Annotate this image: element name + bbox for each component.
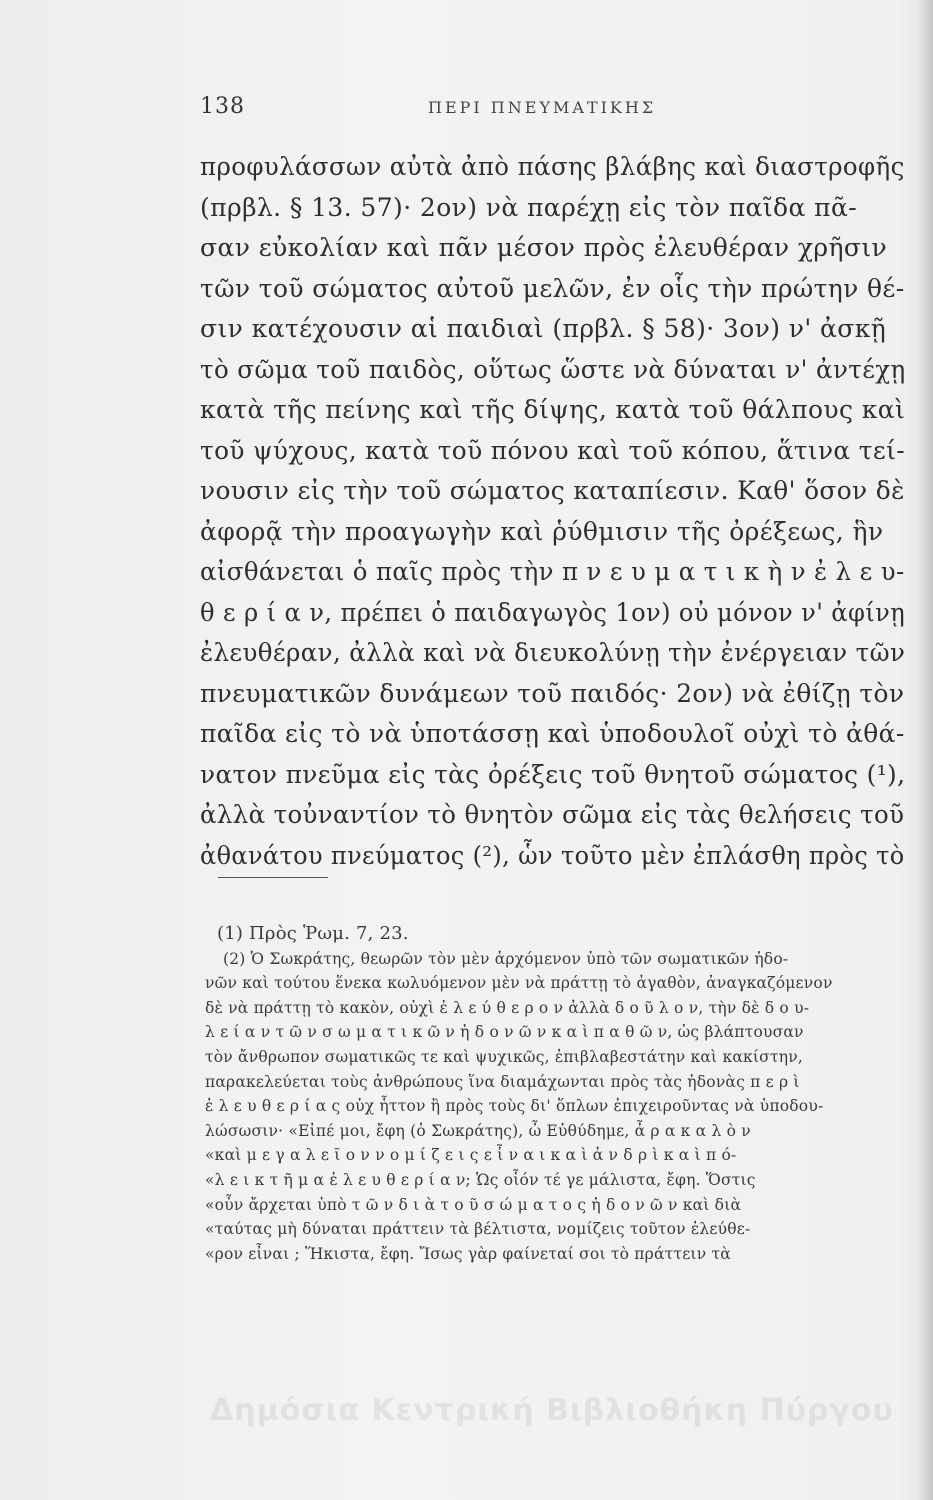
text-line: ἀλλὰ τοὐναντίον τὸ θνητὸν σῶμα εἰς τὰς θελήσεις τοῦ	[200, 800, 905, 829]
page-edge-shadow	[917, 0, 933, 1500]
page-header	[200, 94, 900, 124]
library-watermark: Δημόσια Κεντρική Βιβλιοθήκη Πύργου	[210, 1393, 894, 1428]
text-line: κατὰ τῆς πείνης καὶ τῆς δίψης, κατὰ τοῦ θάλπους καὶ	[200, 395, 906, 424]
footnote-line: λώσωσιν· «Εἰπέ μοι, ἔφη (ὁ Σωκράτης), ὦ Εὐθύδημε, ἆ ρ α κ α λ ὸ ν	[205, 1121, 751, 1140]
footnote-line: τὸν ἄνθρωπον σωματικῶς τε καὶ ψυχικῶς, ἐπιβλαβεστάτην καὶ κακίστην,	[205, 1047, 803, 1066]
text-line: ἀθανάτου πνεύματος (²), ὧν τοῦτο μὲν ἐπλάσθη πρὸς τὸ	[200, 840, 905, 870]
footnote-line: «οὖν ἄρχεται ὑπὸ τ ῶ ν δ ι ὰ τ ο ῦ σ ώ μ α τ ο ς ἡ δ ο ν ῶ ν καὶ διὰ	[205, 1195, 742, 1214]
text-line: τὸ σῶμα τοῦ παιδὸς, οὕτως ὥστε νὰ δύναται ν' ἀντέχῃ	[200, 354, 906, 384]
footnote-separator	[218, 877, 328, 878]
footnote-line: (2) Ὁ Σωκράτης, θεωρῶν τὸν μὲν ἀρχόμενον ὑπὸ τῶν σωματικῶν ἡδο-	[223, 949, 789, 968]
text-line: πνευματικῶν δυνάμεων τοῦ παιδός· 2ον) νὰ ἐθίζῃ τὸν	[200, 678, 905, 708]
running-head: ΠΕΡΙ ΠΝΕΥΜΑΤΙΚΗΣ	[428, 98, 657, 117]
text-line: τοῦ ψύχους, κατὰ τοῦ πόνου καὶ τοῦ κόπου, ἅτινα τεί-	[200, 435, 905, 465]
text-line: αἰσθάνεται ὁ παῖς πρὸς τὴν π ν ε υ μ α τ ι κ ὴ ν ἐ λ ε υ-	[200, 557, 905, 586]
main-text	[200, 147, 905, 876]
footnote-line: λ ε ί α ν τ ῶ ν σ ω μ α τ ι κ ῶ ν ἡ δ ο ν ῶ ν κ α ὶ π α θ ῶ ν, ὡς βλάπτουσαν	[205, 1023, 804, 1042]
footnote-line: (1) Πρὸς Ῥωμ. 7, 23.	[217, 923, 409, 944]
text-line: ἐλευθέραν, ἀλλὰ καὶ νὰ διευκολύνῃ τὴν ἐνέργειαν τῶν	[200, 638, 906, 667]
footnotes	[205, 922, 905, 1266]
footnote-line: «ρον εἶναι ; Ἥκιστα, ἔφη. Ἴσως γὰρ φαίνεταί σοι τὸ πράττειν τὰ	[205, 1244, 731, 1263]
text-line: σιν κατέχουσιν αἱ παιδιαὶ (πρβλ. § 58)· 3ον) ν' ἀσκῇ	[200, 314, 887, 343]
footnote-line: δὲ νὰ πράττῃ τὸ κακὸν, οὐχὶ ἐ λ ε ύ θ ε ρ ο ν ἀλλὰ δ ο ῦ λ ο ν, τὴν δὲ δ ο υ-	[205, 998, 810, 1017]
text-line: ἀφορᾷ τὴν προαγωγὴν καὶ ῥύθμισιν τῆς ὀρέξεως, ἣν	[200, 516, 884, 546]
text-line: νατον πνεῦμα εἰς τὰς ὀρέξεις τοῦ θνητοῦ σώματος (¹),	[200, 759, 906, 789]
footnote-line: παρακελεύεται τοὺς ἀνθρώπους ἵνα διαμάχωνται πρὸς τὰς ἡδονὰς π ε ρ ὶ	[205, 1072, 800, 1091]
text-line: παῖδα εἰς τὸ νὰ ὑποτάσσῃ καὶ ὑποδουλοῖ οὐχὶ τὸ ἀθά-	[200, 719, 905, 748]
footnote-line: νῶν καὶ τούτου ἕνεκα κωλυόμενον μὲν νὰ πράττῃ τὸ ἀγαθὸν, ἀναγκαζόμενον	[205, 974, 833, 993]
text-line: θ ε ρ ί α ν, πρέπει ὁ παιδαγωγὸς 1ον) οὐ μόνον ν' ἀφίνῃ	[200, 597, 906, 627]
text-line: τῶν τοῦ σώματος αὐτοῦ μελῶν, ἐν οἷς τὴν πρώτην θέ-	[200, 273, 905, 303]
footnote-line: ἐ λ ε υ θ ε ρ ί α ς οὐχ ἧττον ἢ πρὸς τοὺς δι' ὅπλων ἐπιχειροῦντας νὰ ὑποδου-	[205, 1097, 824, 1116]
footnote-line: «καὶ μ ε γ α λ ε ῖ ο ν ν ο μ ί ζ ε ι ς ε ἶ ν α ι κ α ὶ ἀ ν δ ρ ὶ κ α ὶ π ό-	[205, 1146, 737, 1165]
text-line: νουσιν εἰς τὴν τοῦ σώματος καταπίεσιν. Καθ' ὅσον δὲ	[200, 476, 905, 505]
text-line: προφυλάσσων αὐτὰ ἀπὸ πάσης βλάβης καὶ διαστροφῆς	[200, 152, 905, 181]
footnote-line: «ταύτας μὴ δύναται πράττειν τὰ βέλτιστα, νομίζεις τοῦτον ἐλεύθε-	[205, 1220, 751, 1239]
page-number: 138	[200, 94, 245, 119]
text-line: (πρβλ. § 13. 57)· 2ον) νὰ παρέχῃ εἰς τὸν παῖδα πᾶ-	[200, 192, 858, 222]
text-line: σαν εὐκολίαν καὶ πᾶν μέσον πρὸς ἐλευθέραν χρῆσιν	[200, 233, 888, 262]
footnote-line: «λ ε ι κ τ ῆ μ α ἐ λ ε υ θ ε ρ ί α ν; Ὡς οἷόν τέ γε μάλιστα, ἔφη. Ὅστις	[205, 1170, 756, 1189]
